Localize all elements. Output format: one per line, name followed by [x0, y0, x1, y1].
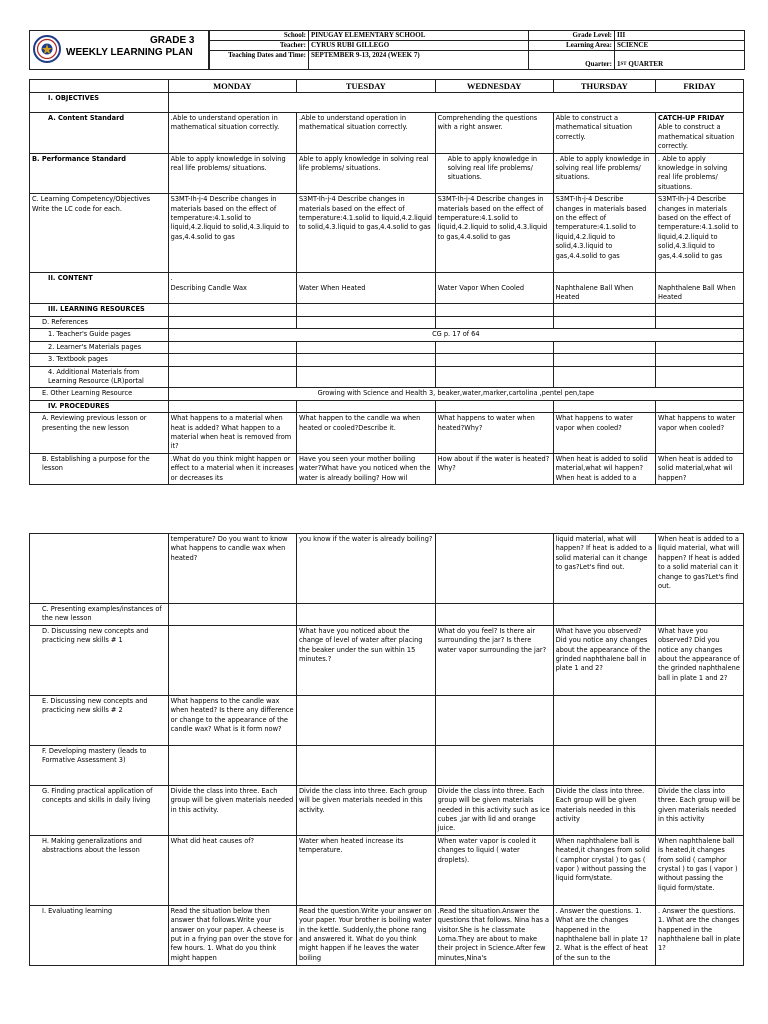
proc-b-wed: How about if the water is heated?Why? [435, 453, 553, 484]
performance-standard-wed: Able to apply knowledge in solving real life problems/ situations. [435, 153, 553, 194]
content-standard-tue: .Able to understand operation in mathematical situation correctly. [296, 113, 435, 154]
proc-e-mon: What happens to the candle wax when heated? Is there any difference or change to the appearance of the candle wax? What is it form now? [168, 695, 296, 745]
proc-i-tue: Read the question.Write your answer on your paper. Your brother is boiling water in the kettle. Suddenly,the phone rang and answered it. What do you think might happen if he leaves the water boiling [296, 905, 435, 965]
proc-i-wed: .Read the situation.Answer the questions that follows. Nina has a visitor.She is he classmate Lorna.They are about to make their project in Science.After few minutes,Nina's [435, 905, 553, 965]
content-standard-thu: Able to construct a mathematical situation correctly. [553, 113, 655, 154]
competency-label: C. Learning Competency/Objectives Write the LC code for each. [30, 194, 169, 273]
proc-c-label: C. Presenting examples/instances of the new lesson [30, 604, 169, 626]
performance-standard-fri: . Able to apply knowledge in solving real life problems/ situations. [656, 153, 744, 194]
proc-a-fri: What happens to water vapor when cooled? [656, 413, 744, 454]
proc-a-tue: What happen to the candle wa when heated or cooled?Describe it. [296, 413, 435, 454]
proc-e-fri [656, 695, 744, 745]
proc-f-label: F. Developing mastery (leads to Formative Assessment 3) [30, 745, 169, 785]
proc-b-cont-thu: liquid material, what will happen? If heat is added to a solid material can it change to gas?Let's find out. [553, 534, 655, 604]
tg-pages-value: CG p. 17 of 64 [168, 329, 743, 341]
proc-g-fri: Divide the class into three. Each group will be given materials needed in this activity [656, 785, 744, 835]
textbook-pages-label: 3. Textbook pages [30, 354, 169, 366]
proc-e-label: E. Discussing new concepts and practicing new skills # 2 [30, 695, 169, 745]
content-standard-fri: CATCH-UP FRIDAY Able to construct a mathematical situation correctly. [656, 113, 744, 154]
content-standard-mon: .Able to understand operation in mathematical situation correctly. [168, 113, 296, 154]
content-heading: II. CONTENT [30, 273, 169, 304]
proc-i-fri: . Answer the questions. 1. What are the changes happened in the naphthalene ball in plate 1? [656, 905, 744, 965]
competency-wed: S3MT-Ih-j-4 Describe changes in materials based on the effect of temperature:4.1.solid to liquid,4.2.liquid to solid,4.3.liquid to gas,4.4.solid to gas [435, 194, 553, 273]
proc-h-tue: Water when heated increase its temperature. [296, 835, 435, 905]
corner-cell [30, 80, 169, 93]
content-wed: Water Vapor When Cooled [435, 273, 553, 304]
performance-standard-mon: Able to apply knowledge in solving real life problems/ situations. [168, 153, 296, 194]
proc-h-fri: When naphthalene ball is heated,it changes from solid ( camphor crystal ) to gas ( vapor ) without passing the liquid form/state. [656, 835, 744, 905]
content-mon: . Describing Candle Wax [168, 273, 296, 304]
proc-d-wed: What do you feel? Is there air surrounding the jar? Is there water vapor surrounding the jar? [435, 625, 553, 695]
proc-b-label: B. Establishing a purpose for the lesson [30, 453, 169, 484]
performance-standard-label: B. Performance Standard [30, 153, 169, 194]
competency-tue: S3MT-Ih-j-4 Describe changes in materials based on the effect of temperature:4.1.solid to liquid,4.2.liquid to solid,4.3.liquid to gas,4.4.solid to gas [296, 194, 435, 273]
proc-d-thu: What have you observed? Did you notice any changes about the appearance of the grinded naphthalene ball in plate 1 and 2? [553, 625, 655, 695]
proc-e-wed [435, 695, 553, 745]
plan-title: WEEKLY LEARNING PLAN [66, 47, 193, 58]
competency-thu: S3MT-Ih-j-4 Describe changes in materials based on the effect of temperature:4.1.solid to liquid,4.2.liquid to solid,4.3.liquid to gas,4.4.solid to gas [553, 194, 655, 273]
school-label: School: [210, 31, 309, 41]
proc-a-thu: What happens to water vapor when cooled? [553, 413, 655, 454]
content-fri: Naphthalene Ball When Heated [656, 273, 744, 304]
day-header-friday: FRIDAY [656, 80, 744, 93]
proc-b-tue: Have you seen your mother boiling water?What have you noticed when the water is already boiling? How wil [296, 453, 435, 484]
proc-b-cont-wed [435, 534, 553, 604]
proc-b-cont-label [30, 534, 169, 604]
school-value: PINUGAY ELEMENTARY SCHOOL [309, 31, 529, 41]
competency-fri: S3MT-Ih-j-4 Describe changes in materials based on the effect of temperature:4.1.solid to liquid,4.2.liquid to solid,4.3.liquid to gas,4.4.solid to gas [656, 194, 744, 273]
proc-a-wed: What happens to water when heated?Why? [435, 413, 553, 454]
header-info-table [209, 30, 745, 70]
day-header-thursday: THURSDAY [553, 80, 655, 93]
learning-area-label: Learning Area: [529, 41, 615, 51]
proc-a-mon: What happens to a material when heat is added? What happen to a material when heat is removed from it? [168, 413, 296, 454]
dates-label: Teaching Dates and Time: [210, 51, 309, 70]
content-standard-label: A. Content Standard [30, 113, 169, 154]
proc-b-thu: When heat is added to solid material,what wil happen? When heat is added to a [553, 453, 655, 484]
catch-up-friday-label: CATCH-UP FRIDAY [658, 114, 725, 122]
proc-h-mon: What did heat causes of? [168, 835, 296, 905]
proc-i-label: I. Evaluating learning [30, 905, 169, 965]
other-resources-value: Growing with Science and Health 3, beaker,water,marker,cartolina ,pentel pen,tape [168, 388, 743, 400]
deped-seal-icon [33, 33, 61, 65]
performance-standard-tue: Able to apply knowledge in solving real life problems/ situations. [296, 153, 435, 194]
additional-materials-label: 4. Additional Materials from Learning Resource (LR)portal [30, 366, 169, 388]
content-standard-wed: Comprehending the questions with a right answer. [435, 113, 553, 154]
proc-d-mon [168, 625, 296, 695]
proc-g-wed: Divide the class into three. Each group will be given materials needed in this activity such as ice cubes ,jar with lid and orange juice. [435, 785, 553, 835]
proc-e-tue [296, 695, 435, 745]
teacher-value: CYRUS RUBI GILLEGO [309, 41, 529, 51]
proc-i-mon: Read the situation below then answer that follows.Write your answer on your paper. A cheese is put in a frying pan over the stove for few hours. 1. What do you think might happen [168, 905, 296, 965]
other-resources-label: E. Other Learning Resource [30, 388, 169, 400]
teacher-label: Teacher: [210, 41, 309, 51]
proc-g-tue: Divide the class into three. Each group will be given materials needed in this activity. [296, 785, 435, 835]
tg-pages-label: 1. Teacher's Guide pages [30, 329, 169, 341]
proc-h-wed: When water vapor is cooled it changes to liquid ( water droplets). [435, 835, 553, 905]
proc-i-thu: . Answer the questions. 1. What are the changes happened in the naphthalene ball in plate 1? 2. What is the effect of heat of the sun to the [553, 905, 655, 965]
quarter-value: 1ST QUARTER [615, 51, 745, 70]
proc-g-mon: Divide the class into three. Each group will be given materials needed in this activity. [168, 785, 296, 835]
day-header-tuesday: TUESDAY [296, 80, 435, 93]
quarter-label: Quarter: [529, 51, 615, 70]
learning-resources-heading: III. LEARNING RESOURCES [30, 304, 169, 316]
plan-table-page1 [29, 79, 744, 485]
content-tue: Water When Heated [296, 273, 435, 304]
content-thu: Naphthalene Ball When Heated [553, 273, 655, 304]
objectives-heading: I. OBJECTIVES [30, 93, 169, 113]
day-header-monday: MONDAY [168, 80, 296, 93]
proc-g-thu: Divide the class into three. Each group will be given materials needed in this activity [553, 785, 655, 835]
proc-b-cont-fri: When heat is added to a liquid material, what will happen? If heat is added to a solid material can it change to gas?Let's find out. [656, 534, 744, 604]
plan-table-page2 [29, 533, 744, 966]
proc-d-fri: What have you observed? Did you notice any changes about the appearance of the grinded naphthalene ball in plate 1 and 2? [656, 625, 744, 695]
proc-b-mon: .What do you think might happen or effect to a material when it increases or decreases its [168, 453, 296, 484]
objectives-blank [168, 93, 743, 113]
proc-b-fri: When heat is added to solid material,what wil happen? [656, 453, 744, 484]
proc-g-label: G. Finding practical application of concepts and skills in daily living [30, 785, 169, 835]
grade-level-label: Grade Level: [529, 31, 615, 41]
procedures-heading: IV. PROCEDURES [30, 400, 169, 412]
grade-title: GRADE 3 [150, 35, 195, 46]
proc-b-cont-mon: temperature? Do you want to know what happens to candle wax when heated? [168, 534, 296, 604]
competency-mon: S3MT-Ih-j-4 Describe changes in materials based on the effect of temperature:4.1.solid to liquid,4.2.liquid to solid,4.3.liquid to gas,4.4.solid to gas [168, 194, 296, 273]
proc-h-thu: When naphthalene ball is heated,it changes from solid ( camphor crystal ) to gas ( vapor ) without passing the liquid form/state. [553, 835, 655, 905]
lm-pages-label: 2. Learner's Materials pages [30, 341, 169, 353]
day-header-wednesday: WEDNESDAY [435, 80, 553, 93]
proc-b-cont-tue: you know if the water is already boiling? [296, 534, 435, 604]
performance-standard-thu: . Able to apply knowledge in solving real life problems/ situations. [553, 153, 655, 194]
proc-e-thu [553, 695, 655, 745]
learning-area-value: SCIENCE [615, 41, 745, 51]
grade-level-value: III [615, 31, 745, 41]
proc-a-label: A. Reviewing previous lesson or presenting the new lesson [30, 413, 169, 454]
proc-h-label: H. Making generalizations and abstractions about the lesson [30, 835, 169, 905]
proc-d-label: D. Discussing new concepts and practicing new skills # 1 [30, 625, 169, 695]
dates-value: SEPTEMBER 9-13, 2024 (WEEK 7) [309, 51, 529, 70]
proc-d-tue: What have you noticed about the change of level of water after placing the beaker under the sun within 15 minutes.? [296, 625, 435, 695]
references-label: D. References [30, 316, 169, 328]
